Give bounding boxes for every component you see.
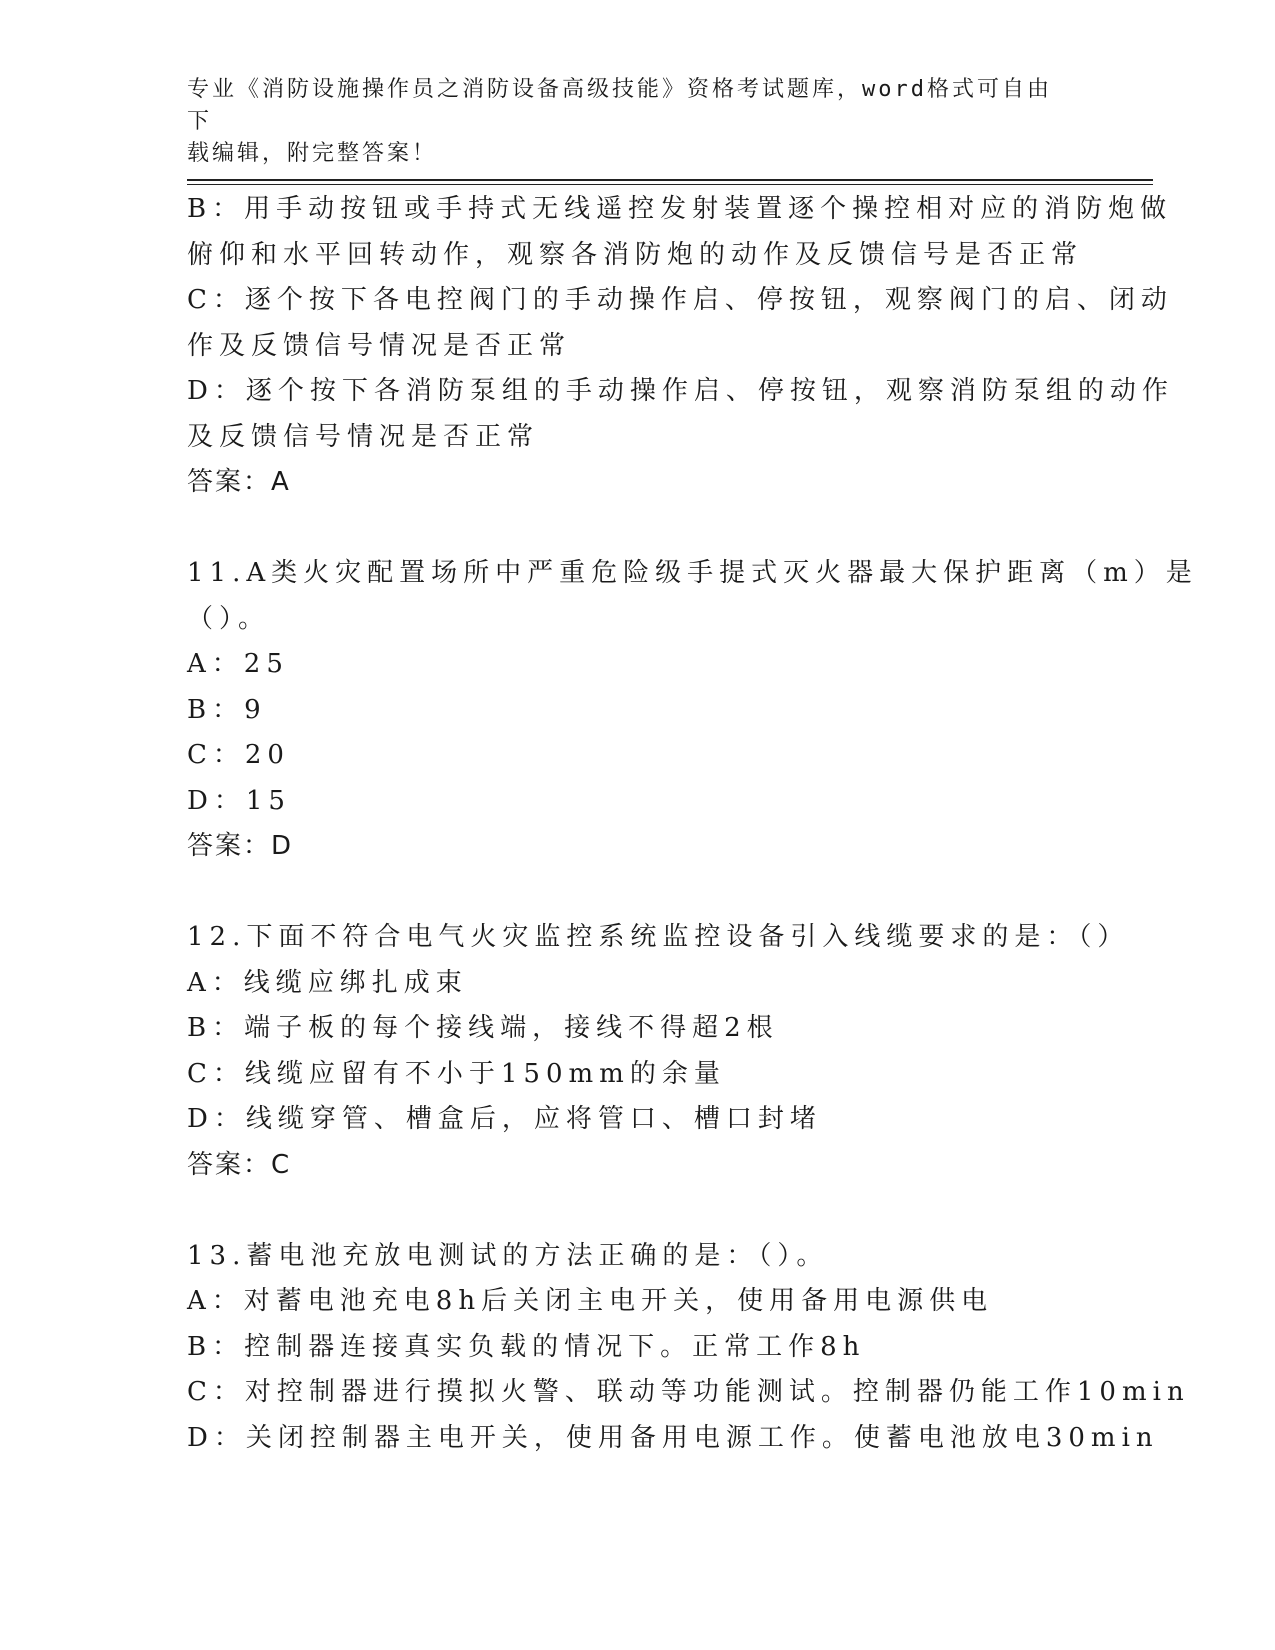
option-c: C：线缆应留有不小于150mm的余量 (187, 1058, 726, 1089)
option-d: D：15 (187, 785, 291, 816)
answer-text: 答案：A (187, 467, 291, 497)
question-12 (187, 915, 1130, 1188)
question-10-continued (187, 187, 1174, 506)
header-line-2: 载编辑，附完整答案！ (187, 141, 438, 166)
header-line-1: 专业《消防设施操作员之消防设备高级技能》资格考试题库，word格式可自由下 (187, 77, 1052, 134)
option-c-line-2: 作及反馈信号情况是否正常 (187, 330, 572, 361)
option-d-line-2: 及反馈信号情况是否正常 (187, 421, 540, 452)
spacer (187, 1188, 1087, 1234)
option-c: C：20 (187, 740, 290, 770)
question-11 (187, 551, 1198, 870)
spacer (187, 506, 1087, 552)
option-b-line-1: B：用手动按钮或手持式无线遥控发射装置逐个操控相对应的消防炮做 (187, 194, 1173, 224)
question-13 (187, 1234, 1190, 1462)
option-b: B：端子板的每个接线端，接线不得超2根 (187, 1013, 779, 1043)
option-a: A：对蓄电池充电8h后关闭主电开关，使用备用电源供电 (187, 1286, 994, 1316)
option-d: D：关闭控制器主电开关，使用备用电源工作。使蓄电池放电30min (187, 1422, 1159, 1453)
option-d-line-1: D：逐个按下各消防泵组的手动操作启、停按钮，观察消防泵组的动作 (187, 376, 1174, 406)
header-divider-thin (187, 184, 1153, 185)
document-header (187, 74, 1067, 170)
option-d: D：线缆穿管、槽盒后，应将管口、槽口封堵 (187, 1104, 822, 1134)
option-b: B：控制器连接真实负载的情况下。正常工作8h (187, 1331, 866, 1362)
option-b-line-2: 俯仰和水平回转动作，观察各消防炮的动作及反馈信号是否正常 (187, 239, 1084, 270)
question-stem-line-1: 11.A类火灾配置场所中严重危险级手提式灭火器最大保护距离（m）是 (187, 558, 1198, 588)
question-stem: 12.下面不符合电气火灾监控系统监控设备引入线缆要求的是：（） (187, 922, 1130, 952)
answer-text: 答案：C (187, 1149, 292, 1180)
spacer (187, 870, 1087, 916)
question-content (187, 187, 1198, 1461)
option-c-line-1: C：逐个按下各电控阀门的手动操作启、停按钮，观察阀门的启、闭动 (187, 285, 1173, 315)
option-b: B：9 (187, 694, 267, 725)
option-c: C：对控制器进行摸拟火警、联动等功能测试。控制器仍能工作10min (187, 1377, 1190, 1407)
question-stem: 13.蓄电池充放电测试的方法正确的是：（）。 (187, 1240, 829, 1271)
answer-text: 答案：D (187, 831, 294, 861)
question-stem-line-2: （）。 (187, 603, 271, 634)
option-a: A：25 (187, 649, 289, 679)
option-a: A：线缆应绑扎成束 (187, 967, 468, 998)
header-divider-thick (187, 179, 1153, 181)
